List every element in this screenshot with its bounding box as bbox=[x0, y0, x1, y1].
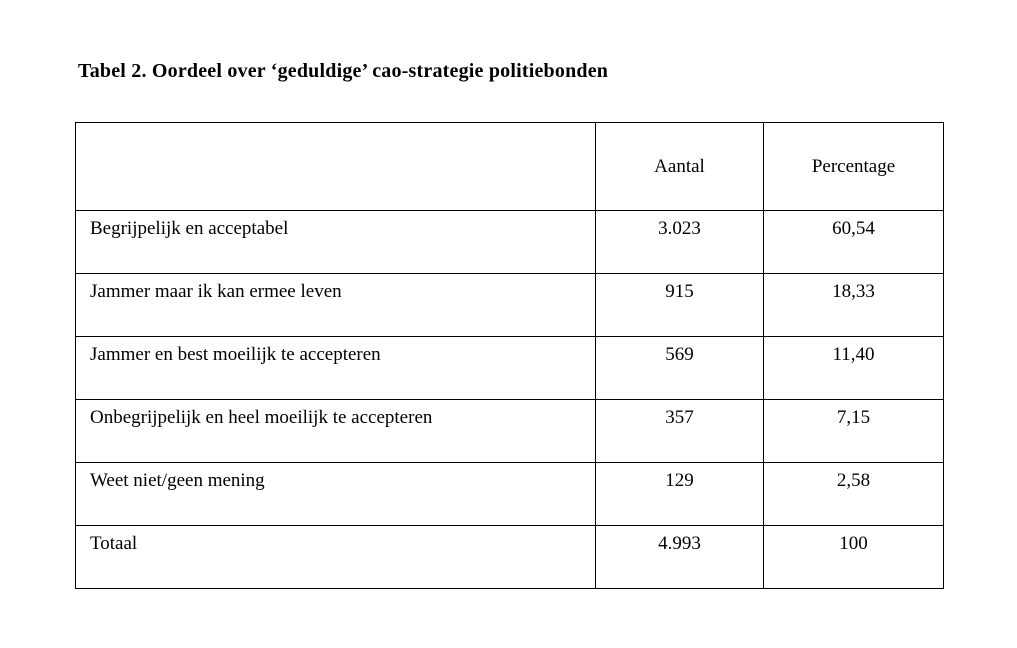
table-row-total bbox=[76, 526, 944, 589]
row-aantal: 3.023 bbox=[596, 211, 764, 274]
table-header-row bbox=[76, 123, 944, 211]
survey-results-table bbox=[75, 122, 944, 589]
row-percentage: 11,40 bbox=[764, 337, 944, 400]
row-label: Jammer en best moeilijk te accepteren bbox=[76, 337, 596, 400]
column-header-percentage: Percentage bbox=[764, 123, 944, 211]
row-label: Begrijpelijk en acceptabel bbox=[76, 211, 596, 274]
row-label: Onbegrijpelijk en heel moeilijk te accepteren bbox=[76, 400, 596, 463]
row-percentage: 60,54 bbox=[764, 211, 944, 274]
row-aantal: 569 bbox=[596, 337, 764, 400]
row-percentage: 100 bbox=[764, 526, 944, 589]
table-title: Tabel 2. Oordeel over ‘geduldige’ cao-strategie politiebonden bbox=[78, 60, 609, 82]
column-header-empty bbox=[76, 123, 596, 211]
row-label: Jammer maar ik kan ermee leven bbox=[76, 274, 596, 337]
row-aantal: 357 bbox=[596, 400, 764, 463]
row-label: Totaal bbox=[76, 526, 596, 589]
table-row bbox=[76, 400, 944, 463]
row-percentage: 18,33 bbox=[764, 274, 944, 337]
table-row bbox=[76, 211, 944, 274]
row-percentage: 2,58 bbox=[764, 463, 944, 526]
column-header-aantal: Aantal bbox=[596, 123, 764, 211]
row-label: Weet niet/geen mening bbox=[76, 463, 596, 526]
row-aantal: 915 bbox=[596, 274, 764, 337]
row-aantal: 4.993 bbox=[596, 526, 764, 589]
table-row bbox=[76, 337, 944, 400]
table-row bbox=[76, 274, 944, 337]
row-aantal: 129 bbox=[596, 463, 764, 526]
row-percentage: 7,15 bbox=[764, 400, 944, 463]
table-row bbox=[76, 463, 944, 526]
